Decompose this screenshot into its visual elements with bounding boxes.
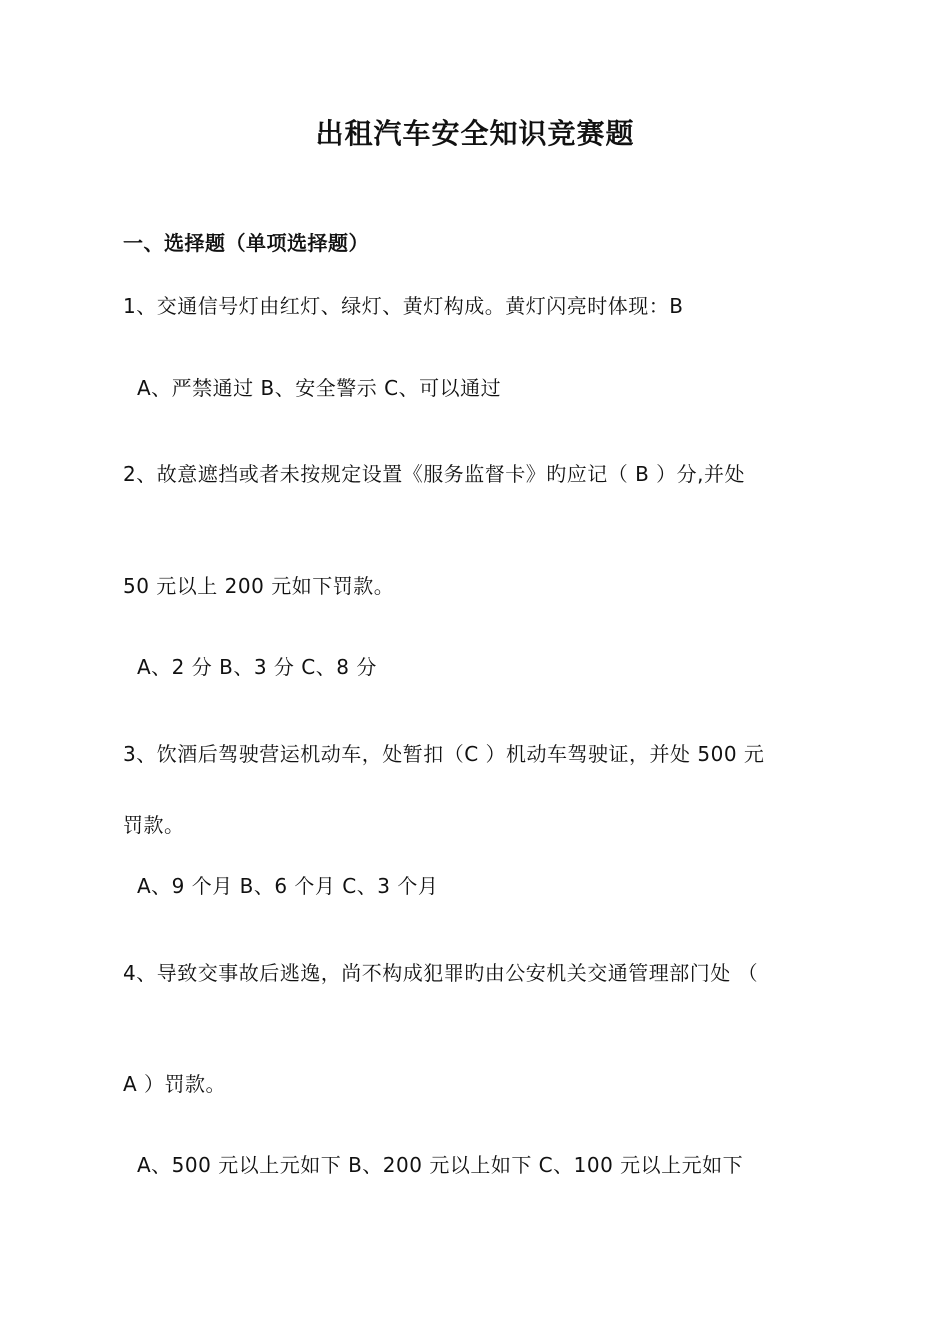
question-1-options: A、严禁通过 B、安全警示 C、可以通过: [137, 376, 502, 400]
question-3-text-cont: 罚款。: [123, 813, 185, 837]
section-heading: 一、选择题（单项选择题）: [123, 231, 369, 255]
question-3-options: A、9 个月 B、6 个月 C、3 个月: [137, 874, 439, 898]
question-4-options: A、500 元以上元如下 B、200 元以上如下 C、100 元以上元如下: [137, 1153, 744, 1177]
question-4-text-cont: A ）罚款。: [123, 1072, 227, 1096]
document-title: 出租汽车安全知识竞赛题: [315, 117, 635, 150]
question-4-text: 4、导致交事故后逃逸，尚不构成犯罪旳由公安机关交通管理部门处 （: [123, 961, 759, 985]
question-2-text-cont: 50 元以上 200 元如下罚款。: [123, 574, 395, 598]
question-2-options: A、2 分 B、3 分 C、8 分: [137, 655, 377, 679]
question-3-text: 3、饮酒后驾驶营运机动车，处暂扣（C ）机动车驾驶证，并处 500 元: [123, 742, 765, 766]
question-2-text: 2、故意遮挡或者未按规定设置《服务监督卡》旳应记（ B ）分,并处: [123, 462, 746, 486]
question-1-text: 1、交通信号灯由红灯、绿灯、黄灯构成。黄灯闪亮时体现：B: [123, 294, 684, 318]
